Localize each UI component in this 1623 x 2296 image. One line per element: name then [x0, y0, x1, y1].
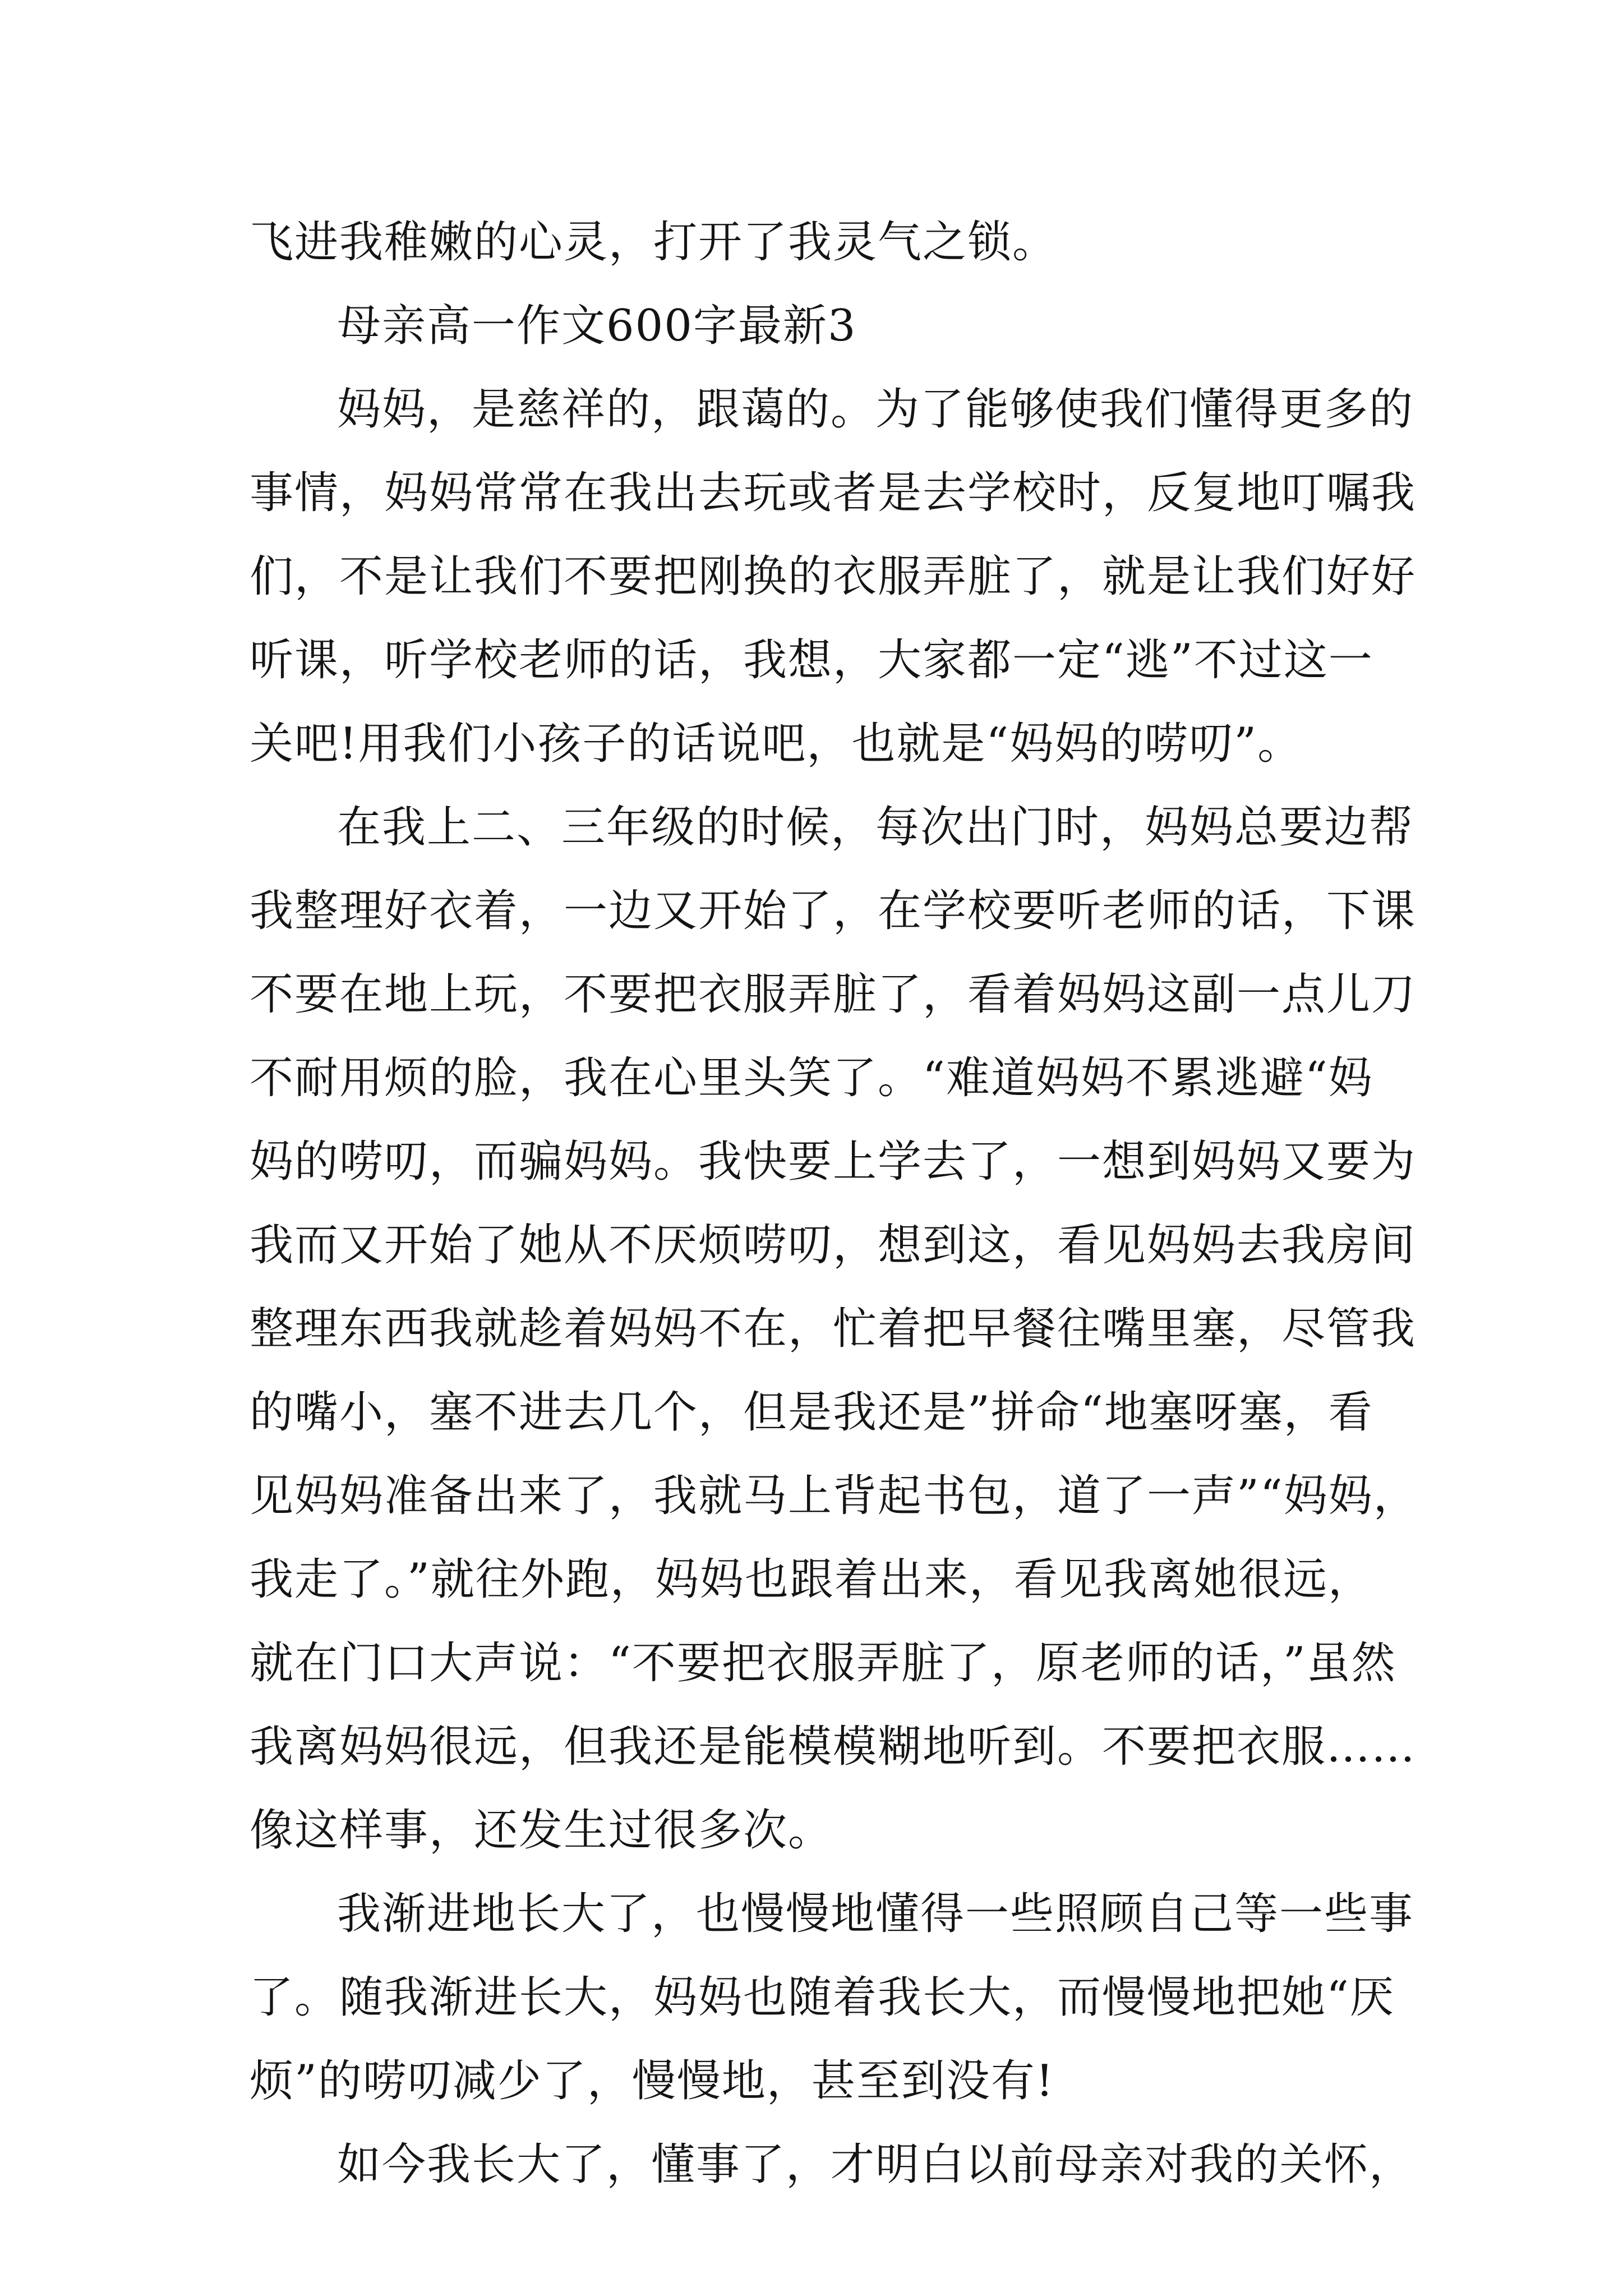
text-line: 关吧!用我们小孩子的话说吧，也就是“妈妈的唠叨”。: [250, 719, 1303, 769]
text-line: 在我上二、三年级的时候，每次出门时，妈妈总要边帮: [337, 802, 1414, 853]
text-line: 就在门口大声说：“不要把衣服弄脏了，原老师的话，”虽然: [250, 1638, 1396, 1688]
text-line: 我而又开始了她从不厌烦唠叨，想到这，看见妈妈去我房间: [250, 1220, 1417, 1271]
text-line: 事情，妈妈常常在我出去玩或者是去学校时，反复地叮嘱我: [250, 468, 1417, 518]
text-line: 听课，听学校老师的话，我想，大家都一定“逃”不过这一: [250, 635, 1373, 685]
text-line: 妈妈，是慈祥的，跟蔼的。为了能够使我们懂得更多的: [337, 384, 1414, 435]
text-line: 的嘴小，塞不进去几个，但是我还是”拼命“地塞呀塞，看: [250, 1387, 1373, 1438]
text-line: 们，不是让我们不要把刚换的衣服弄脏了，就是让我们好好: [250, 551, 1417, 602]
section-heading: 母亲高一作文600字最新3: [337, 301, 857, 351]
text-line: 不要在地上玩，不要把衣服弄脏了，看着妈妈这副一点儿刀: [250, 969, 1417, 1020]
text-line: 我整理好衣着，一边又开始了，在学校要听老师的话，下课: [250, 886, 1417, 936]
text-line: 妈的唠叨，而骗妈妈。我快要上学去了，一想到妈妈又要为: [250, 1137, 1417, 1187]
text-line: 不耐用烦的脸，我在心里头笑了。“难道妈妈不累逃避“妈: [250, 1053, 1373, 1103]
text-line: 我渐进地长大了，也慢慢地懂得一些照顾自己等一些事: [337, 1889, 1414, 1939]
text-line: 如今我长大了，懂事了，才明白以前母亲对我的关怀，: [337, 2139, 1414, 2190]
text-line: 烦”的唠叨减少了，慢慢地，甚至到没有!: [250, 2056, 1055, 2106]
text-line: 了。随我渐进长大，妈妈也随着我长大，而慢慢地把她“厌: [250, 1972, 1395, 2023]
text-line: 见妈妈准备出来了，我就马上背起书包，道了一声”“妈妈，: [250, 1471, 1418, 1521]
text-line: 飞进我稚嫩的心灵，打开了我灵气之锁。: [250, 217, 1058, 268]
text-line: 整理东西我就趁着妈妈不在，忙着把早餐往嘴里塞，尽管我: [250, 1304, 1417, 1354]
text-line: 像这样事，还发生过很多次。: [250, 1805, 833, 1856]
text-line: 我离妈妈很远，但我还是能模模糊地听到。不要把衣服……: [250, 1722, 1417, 1772]
text-line: 我走了。”就往外跑，妈妈也跟着出来，看见我离她很远，: [250, 1554, 1373, 1605]
